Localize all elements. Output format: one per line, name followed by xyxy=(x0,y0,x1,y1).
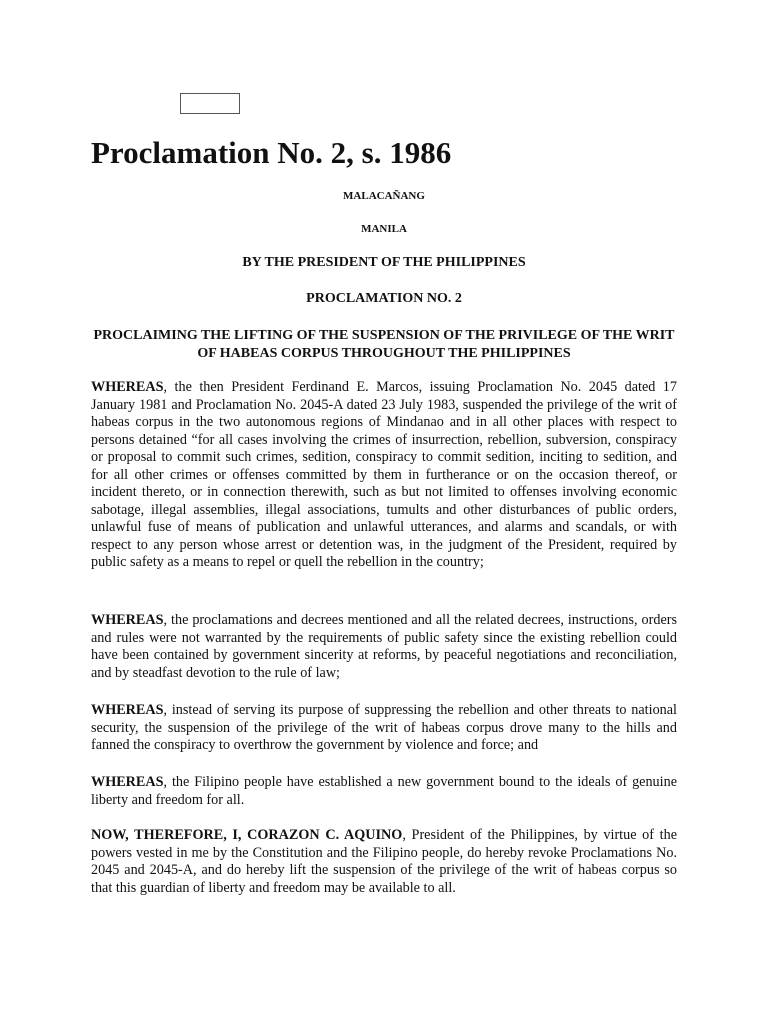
paragraph-text: , the proclamations and decrees mentioned and all the related decrees, instructions, orders and rules were not warranted by the requirements of public safety since the existing rebellion could have been contained by government sincerity at reforms, by peaceful negotiations and reconciliation, and by steadfast devotion to the rule of law; xyxy=(91,612,677,681)
page-number-box xyxy=(180,93,240,114)
paragraph-lead: WHEREAS xyxy=(91,702,164,718)
paragraph-lead: NOW, THEREFORE, I, CORAZON C. AQUINO xyxy=(91,827,403,843)
paragraph-text: , President of the Philippines, by virtue of the powers vested in me by the Constitution and the Filipino people, do hereby revoke Proclamations No. 2045 and 2045-A, and do hereby lift the suspension of the privilege of the writ of habeas corpus so that this guardian of liberty and freedom may be available to all. xyxy=(91,827,677,896)
paragraph-text: , instead of serving its purpose of suppressing the rebellion and other threats to national security, the suspension of the privilege of the writ of habeas corpus drove many to the hills and fanned the conspiracy to overthrow the government by violence and force; and xyxy=(91,702,677,753)
page-title: Proclamation No. 2, s. 1986 xyxy=(91,135,452,170)
header-city: MANILA xyxy=(361,223,407,235)
paragraph-now-therefore xyxy=(91,827,677,897)
header-issuer: BY THE PRESIDENT OF THE PHILIPPINES xyxy=(242,255,526,270)
paragraph-lead: WHEREAS xyxy=(91,379,164,395)
header-subject: PROCLAIMING THE LIFTING OF THE SUSPENSION OF THE PRIVILEGE OF THE WRIT OF HABEAS CORPUS THROUGHOUT THE PHILIPPINES xyxy=(93,328,675,361)
paragraph-whereas-2 xyxy=(91,612,677,682)
paragraph-text: , the then President Ferdinand E. Marcos, issuing Proclamation No. 2045 dated 17 January 1981 and Proclamation No. 2045-A dated 23 July 1983, suspended the privilege of the writ of habeas corpus in the two autonomous regions of Mindanao and in all other places with respect to persons detained “for all cases involving the crimes of insurrection, rebellion, subversion, conspiracy or proposal to commit such crimes, sedition, conspiracy to commit sedition, inciting to sedition, and for all other crimes or offenses committed by them in furtherance or on the occasion thereof, or incident thereto, or in connection therewith, such as but not limited to offenses involving economic sabotage, illegal assemblies, illegal associations, tumults and other disturbances of public orders, unlawful fuse of means of publication and unlawful utterances, and alarms and scandals, or with respect to any person whose arrest or detention was, in the judgment of the President, required by public safety as a means to repel or quell the rebellion in the country; xyxy=(91,379,677,570)
header-proclamation-number: PROCLAMATION NO. 2 xyxy=(306,291,462,306)
paragraph-lead: WHEREAS xyxy=(91,774,164,790)
paragraph-text: , the Filipino people have established a new government bound to the ideals of genuine liberty and freedom for all. xyxy=(91,774,677,808)
paragraph-whereas-3 xyxy=(91,702,677,755)
paragraph-whereas-4 xyxy=(91,774,677,809)
paragraph-lead: WHEREAS xyxy=(91,612,164,628)
paragraph-whereas-1 xyxy=(91,379,677,572)
header-office: MALACAÑANG xyxy=(343,190,425,202)
